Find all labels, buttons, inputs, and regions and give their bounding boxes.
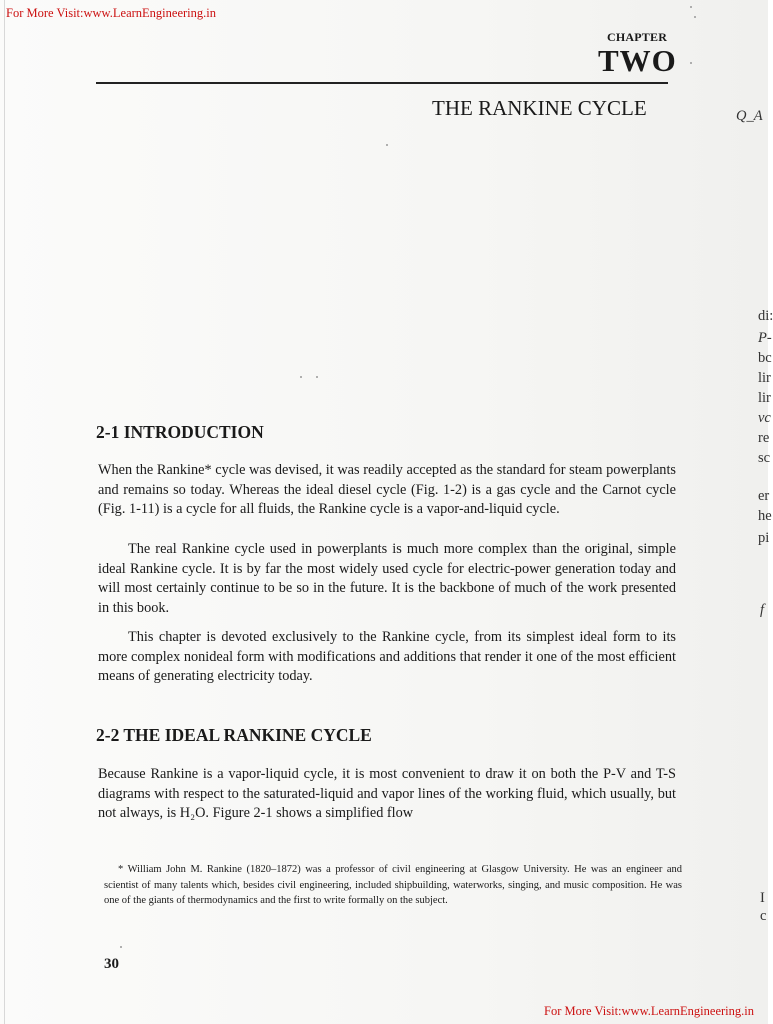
facing-page-fragment: er: [758, 488, 770, 504]
chapter-label: CHAPTER: [607, 30, 668, 44]
facing-page-fragment: I: [760, 890, 765, 906]
footnote: * William John M. Rankine (1820–1872) was a professor of civil engineering at Glasgow University. He was an engineer and scientist of many talents which, besides civil engineering, included shipbuilding, waterworks, singing, and music composition. He was one of the giants of thermodynamics and the first to write formally on the subject.: [104, 864, 682, 907]
intro-paragraph-3: This chapter is devoted exclusively to the Rankine cycle, from its simplest ideal form to its more complex nonideal form with modifications and additions that render it one of the most efficient means of generating electricity today.: [98, 629, 676, 685]
section-heading-introduction: 2-1 INTRODUCTION: [96, 422, 264, 442]
scan-speck: [690, 62, 692, 64]
facing-page-fragment: Q_A: [736, 108, 763, 124]
scan-speck: [120, 946, 122, 948]
intro-paragraph-1: When the Rankine* cycle was devised, it was readily accepted as the standard for steam powerplants and remains so today. Whereas the ideal diesel cycle (Fig. 1-2) is a gas cycle and the Carnot cycle (Fig. 1-11) is a cycle for all fluids, the Rankine cycle is a vapor-and-liquid cycle.: [98, 462, 676, 518]
source-notice-top[interactable]: For More Visit:www.LearnEngineering.in: [6, 6, 216, 20]
ideal-paragraph-1: Because Rankine is a vapor-liquid cycle, it is most convenient to draw it on both the P-V and T-S diagrams with respect to the saturated-liquid and vapor lines of the working fluid, which usually, but not always, is H₂O. Figure 2-1 shows a simplified flow: [98, 766, 676, 822]
facing-page-fragment: pi: [758, 530, 770, 546]
scan-speck: [316, 376, 318, 378]
section-heading-ideal-rankine: 2-2 THE IDEAL RANKINE CYCLE: [96, 725, 372, 745]
facing-page-fragment: vc: [758, 410, 771, 426]
facing-page-fragment: re: [758, 430, 770, 446]
facing-page-fragment: c: [760, 908, 767, 924]
source-notice-bottom[interactable]: For More Visit:www.LearnEngineering.in: [544, 1004, 754, 1018]
scan-speck: [386, 144, 388, 146]
facing-page-fragment: lir: [758, 370, 771, 386]
page-edge: [4, 0, 5, 1024]
chapter-number: TWO: [598, 43, 677, 78]
facing-page-fragment: sc: [758, 450, 771, 466]
facing-page-fragment: lir: [758, 390, 771, 406]
facing-page-fragment: P-: [758, 330, 772, 346]
facing-page-fragment: bc: [758, 350, 772, 366]
facing-page-fragment: di:: [758, 308, 773, 324]
page-number: 30: [104, 956, 119, 972]
intro-paragraph-2: The real Rankine cycle used in powerplants is much more complex than the original, simple ideal Rankine cycle. It is by far the most widely used cycle for electric-power generation today and will most certainly continue to be so in the future. It is the backbone of much of the work presented in this book.: [98, 541, 676, 616]
chapter-rule: [96, 82, 668, 84]
facing-page-fragment: he: [758, 508, 772, 524]
facing-page-fragment: f: [760, 602, 765, 618]
scan-speck: [300, 376, 302, 378]
scan-speck: [694, 16, 696, 18]
chapter-title: THE RANKINE CYCLE: [432, 96, 647, 120]
scan-speck: [690, 6, 692, 8]
